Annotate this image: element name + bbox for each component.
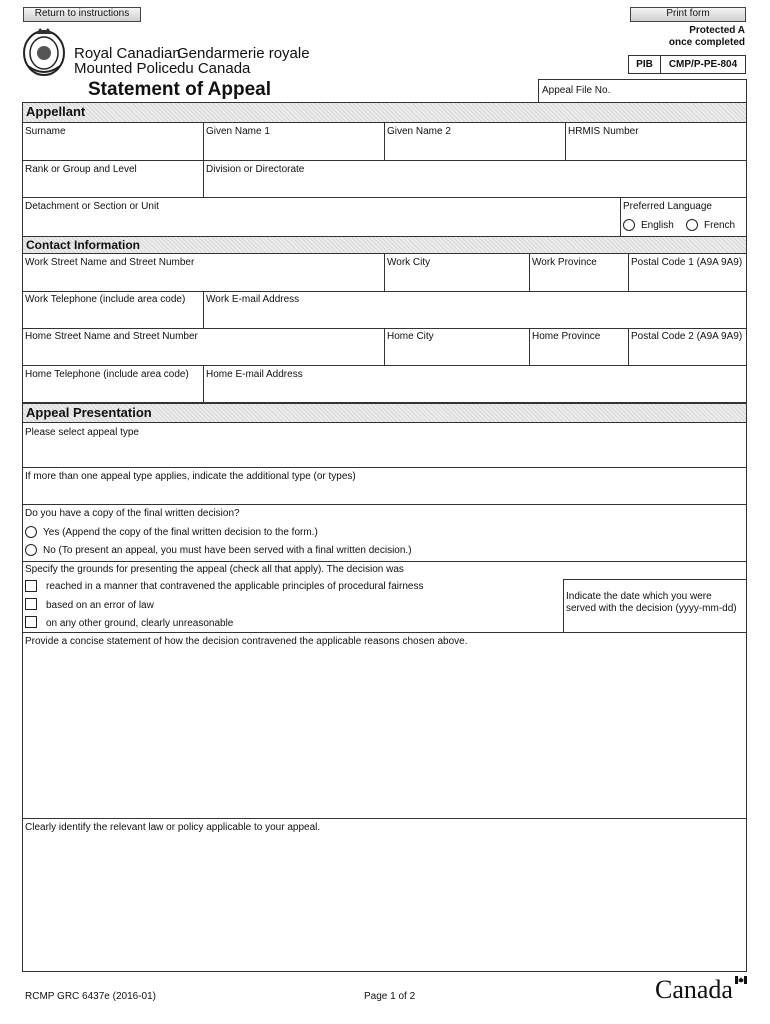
home-telephone-field[interactable]: Home Telephone (include area code) (25, 369, 189, 380)
canada-wordmark-text: Canada (655, 975, 733, 1004)
org-name-en-2: Mounted Police (74, 60, 178, 77)
decision-date-label-2: served with the decision (yyyy-mm-dd) (566, 603, 737, 614)
home-street-field[interactable]: Home Street Name and Street Number (25, 331, 198, 342)
contact-section-header (22, 236, 747, 254)
division-field[interactable]: Division or Directorate (206, 164, 305, 175)
presentation-section-header (22, 403, 747, 423)
pib-label: PIB (629, 56, 661, 73)
french-label: French (704, 220, 736, 231)
postal-code-2-field[interactable]: Postal Code 2 (A9A 9A9) (631, 331, 743, 342)
decision-date-field[interactable] (566, 591, 737, 615)
ground-procedural-fairness-checkbox[interactable] (25, 580, 37, 592)
work-street-field[interactable]: Work Street Name and Street Number (25, 257, 195, 268)
return-to-instructions-button[interactable]: Return to instructions (23, 7, 141, 22)
work-email-field[interactable]: Work E-mail Address (206, 294, 300, 305)
protected-notice (669, 25, 745, 49)
ground-unreasonable-label: on any other ground, clearly unreasonable (46, 618, 234, 629)
pib-value: CMP/P-PE-804 (668, 59, 738, 70)
home-email-field[interactable]: Home E-mail Address (206, 369, 303, 380)
presentation-heading: Appeal Presentation (26, 405, 152, 420)
home-province-field[interactable]: Home Province (532, 331, 601, 342)
ground-unreasonable-checkbox[interactable] (25, 616, 37, 628)
contact-heading: Contact Information (26, 238, 140, 252)
work-province-field[interactable]: Work Province (532, 257, 597, 268)
english-radio[interactable] (623, 219, 635, 231)
org-name-fr-2: du Canada (177, 60, 251, 77)
appellant-heading: Appellant (26, 104, 86, 119)
work-telephone-field[interactable]: Work Telephone (include area code) (25, 294, 186, 305)
ground-error-of-law-checkbox[interactable] (25, 598, 37, 610)
postal-code-1-field[interactable]: Postal Code 1 (A9A 9A9) (631, 257, 743, 268)
form-title: Statement of Appeal (88, 79, 271, 100)
preferred-language-label: Preferred Language (623, 201, 712, 212)
appeal-type-select[interactable]: Please select appeal type (25, 427, 139, 438)
protected-line-1: Protected A (689, 25, 745, 36)
org-name-fr-1: Gendarmerie royale (177, 45, 310, 62)
additional-appeal-type-field[interactable]: If more than one appeal type applies, indicate the additional type (or types) (25, 471, 356, 482)
english-label: English (641, 220, 674, 231)
given-name-1-field[interactable]: Given Name 1 (206, 126, 270, 137)
canada-wordmark (655, 975, 733, 1005)
relevant-law-field[interactable]: Clearly identify the relevant law or policy applicable to your appeal. (25, 822, 321, 833)
concise-statement-field[interactable]: Provide a concise statement of how the decision contravened the applicable reasons chosen above. (25, 636, 468, 647)
grounds-label: Specify the grounds for presenting the appeal (check all that apply). The decision was (25, 564, 404, 575)
detachment-field[interactable]: Detachment or Section or Unit (25, 201, 159, 212)
home-city-field[interactable]: Home City (387, 331, 434, 342)
appeal-file-no-field[interactable] (538, 79, 747, 103)
protected-line-2: once completed (668, 37, 745, 48)
org-name-en (74, 46, 181, 76)
ground-error-of-law-label: based on an error of law (46, 600, 154, 611)
pib-box (628, 55, 746, 74)
org-name-fr (177, 46, 310, 76)
copy-yes-radio[interactable] (25, 526, 37, 538)
french-radio[interactable] (686, 219, 698, 231)
given-name-2-field[interactable]: Given Name 2 (387, 126, 451, 137)
surname-field[interactable]: Surname (25, 126, 66, 137)
copy-yes-label: Yes (Append the copy of the final written decision to the form.) (43, 527, 318, 538)
copy-question-label: Do you have a copy of the final written decision? (25, 508, 240, 519)
ground-procedural-fairness-label: reached in a manner that contravened the applicable principles of procedural fairness (46, 581, 424, 592)
decision-date-label-1: Indicate the date which you were (566, 591, 712, 602)
appeal-file-no-label: Appeal File No. (542, 85, 611, 96)
canada-flag-icon (735, 976, 747, 984)
page-number: Page 1 of 2 (364, 991, 416, 1002)
work-city-field[interactable]: Work City (387, 257, 431, 268)
form-code: RCMP GRC 6437e (2016-01) (25, 991, 156, 1002)
org-name-en-1: Royal Canadian (74, 45, 181, 62)
copy-no-radio[interactable] (25, 544, 37, 556)
rcmp-crest-icon (22, 26, 66, 78)
appellant-section-header (22, 102, 747, 123)
hrmis-number-field[interactable]: HRMIS Number (568, 126, 639, 137)
copy-no-label: No (To present an appeal, you must have been served with a final written decision.) (43, 545, 412, 556)
print-form-button[interactable]: Print form (630, 7, 746, 22)
rank-field[interactable]: Rank or Group and Level (25, 164, 137, 175)
